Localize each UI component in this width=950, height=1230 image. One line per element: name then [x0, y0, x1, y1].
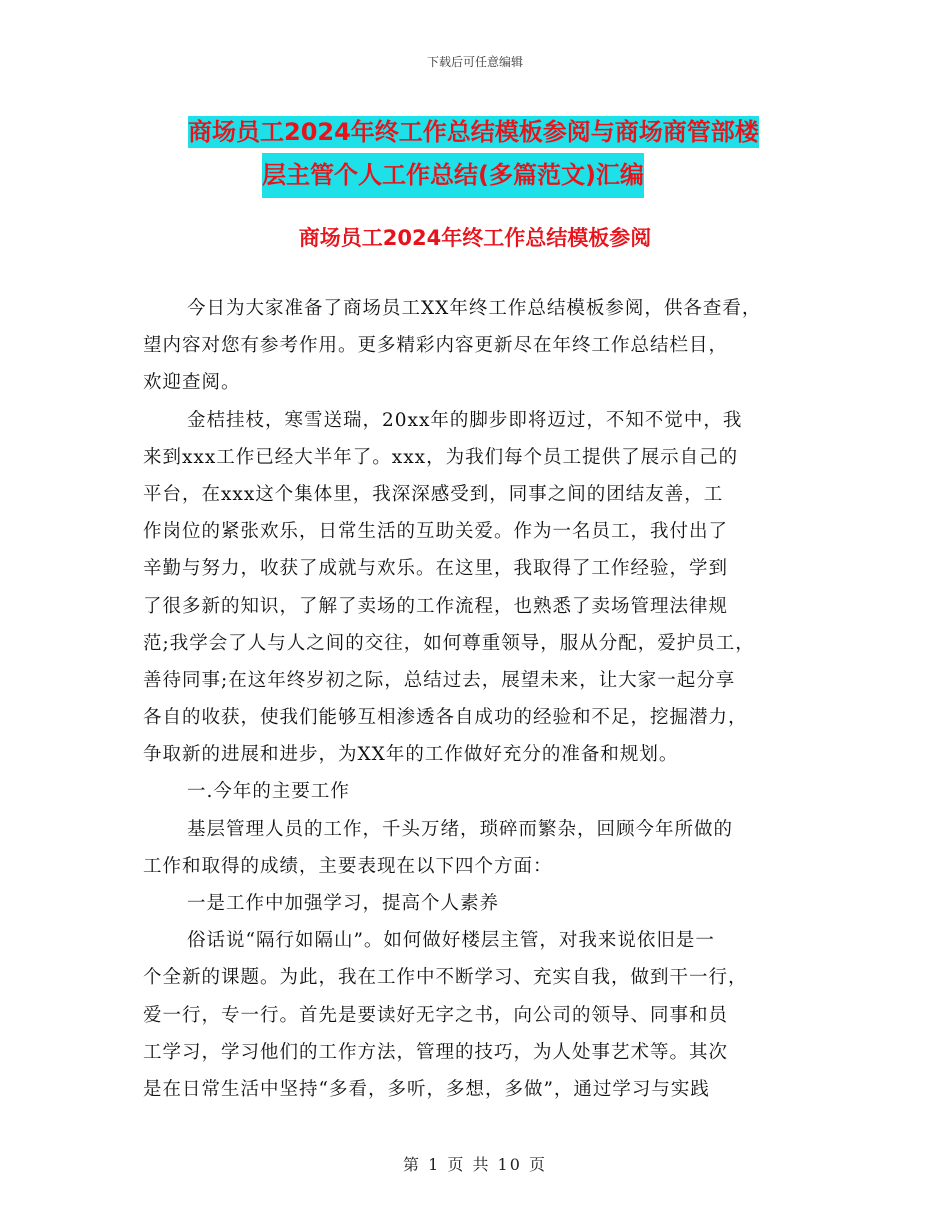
text-line: 作岗位的紧张欢乐，日常生活的互助关爱。作为一名员工，我付出了 — [143, 521, 729, 543]
text-line: 来到xxx工作已经大半年了。xxx，为我们每个员工提供了展示自己的 — [143, 446, 739, 468]
text-line: 辛勤与努力，收获了成就与欢乐。在这里，我取得了工作经验，学到 — [143, 558, 729, 580]
text-line: 范;我学会了人与人之间的交往，如何尊重领导，服从分配，爱护员工， — [143, 632, 755, 654]
text-line: 平台，在xxx这个集体里，我深深感受到，同事之间的团结友善，工 — [143, 483, 724, 505]
section-title: 商场员工2024年终工作总结模板参阅 — [298, 226, 652, 250]
text-line: 一.今年的主要工作 — [187, 781, 350, 803]
page-footer: 第 1 页 共 10 页 — [403, 1155, 547, 1174]
text-line: 欢迎查阅。 — [143, 372, 241, 394]
text-line: 了很多新的知识，了解了卖场的工作流程，也熟悉了卖场管理法律规 — [143, 595, 729, 617]
text-line: 争取新的进展和进步，为XX年的工作做好充分的准备和规划。 — [143, 744, 679, 766]
text-line: 爱一行，专一行。首先是要读好无字之书，向公司的领导、同事和员 — [143, 1004, 729, 1026]
title-line-1: 商场员工2024年终工作总结模板参阅与商场商管部楼 — [188, 118, 759, 146]
text-line: 个全新的课题。为此，我在工作中不断学习、充实自我，做到干一行， — [143, 967, 748, 989]
text-line: 工学习，学习他们的工作方法，管理的技巧，为人处事艺术等。其次 — [143, 1041, 729, 1063]
body-text — [143, 290, 811, 1108]
header-note: 下载后可任意编辑 — [426, 55, 523, 69]
text-line: 各自的收获，使我们能够互相渗透各自成功的经验和不足，挖掘潜力， — [143, 707, 748, 729]
text-line: 金桔挂枝，寒雪送瑞，20xx年的脚步即将迈过，不知不觉中，我 — [187, 409, 743, 431]
text-line: 望内容对您有参考作用。更多精彩内容更新尽在年终工作总结栏目， — [143, 335, 729, 357]
text-line: 善待同事;在这年终岁初之际，总结过去，展望未来，让大家一起分享 — [143, 669, 736, 691]
text-line: 今日为大家准备了商场员工XX年终工作总结模板参阅，供各查看， — [187, 298, 762, 319]
text-line: 俗话说“隔行如隔山”。如何做好楼层主管，对我来说依旧是一 — [187, 930, 715, 952]
title-line-2: 层主管个人工作总结(多篇范文)汇编 — [262, 153, 644, 198]
text-line: 一是工作中加强学习，提高个人素养 — [187, 893, 500, 914]
text-line: 基层管理人员的工作，千头万绪，琐碎而繁杂，回顾今年所做的 — [187, 818, 734, 840]
document-title — [188, 112, 818, 198]
text-line: 是在日常生活中坚持“多看，多听，多想，多做”，通过学习与实践 — [143, 1078, 710, 1100]
text-line: 工作和取得的成绩，主要表现在以下四个方面： — [143, 855, 553, 877]
